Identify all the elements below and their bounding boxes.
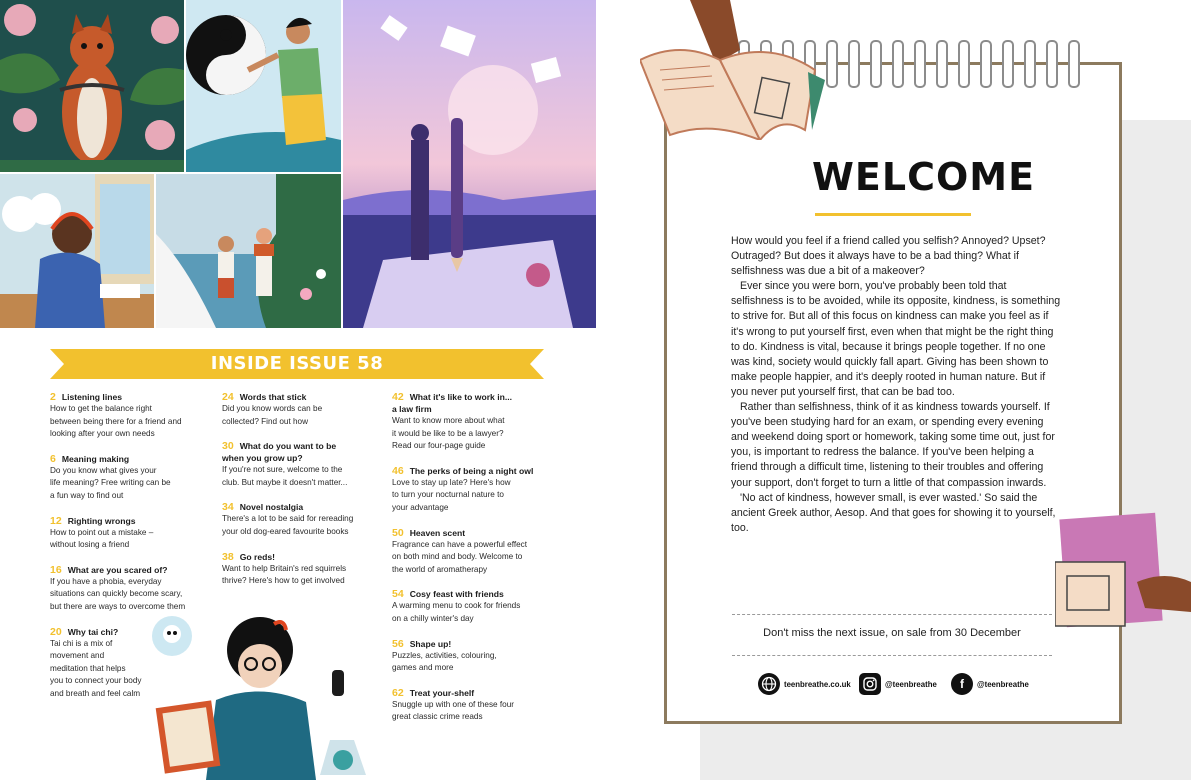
toc-title: Heaven scent: [409, 527, 466, 538]
toc-entry-heading: [50, 564, 210, 576]
toc-description: Want to help Britain's red squirrels thrive? Here's how to get involved: [222, 563, 347, 586]
toc-entry: [50, 515, 210, 552]
facebook-text: @teenbreathe: [977, 679, 1029, 689]
toc-page-number: 56: [392, 637, 404, 650]
toc-entry: [392, 465, 552, 515]
toc-entry: [392, 638, 552, 675]
toc-description: Love to stay up late? Here's how to turn your nocturnal nature to your advantage: [392, 477, 511, 512]
welcome-paragraph: 'No act of kindness, however small, is ever wasted.' So said the ancient Greek author, Aesop. And that goes for showing it to yourself, too.: [731, 491, 1056, 534]
toc-entry-heading: [222, 501, 382, 513]
toc-page-number: 38: [222, 550, 234, 563]
toc-title: Words that stick: [239, 392, 307, 402]
welcome-paragraph: Rather than selfishness, think of it as kindness towards yourself. If you've been studying hard for an exam, or spending every evening and weekend doing sport or homework, taking some time out, just for you, is important to redress the balance. If you've been helping a friend through a difficult time, listening to their troubles and offering your support, don't forget to turn a little of that compassion inwards.: [731, 401, 1055, 489]
toc-title: Listening lines: [61, 392, 123, 402]
toc-title: What do you want to be when you grow up?: [222, 441, 337, 464]
toc-column-3: [392, 391, 552, 736]
toc-entry: [392, 687, 552, 724]
toc-entry-heading: [392, 391, 552, 415]
toc-entry: [222, 440, 382, 489]
toc-page-number: 34: [222, 501, 234, 514]
instagram-icon: [859, 673, 881, 695]
toc-title: Go reds!: [239, 551, 276, 562]
toc-page-number: 16: [50, 563, 62, 576]
toc-entry: [222, 551, 382, 588]
welcome-underline: [815, 213, 971, 216]
toc-description: Fragrance can have a powerful effect on both mind and body. Welcome to the world of aromatherapy: [392, 539, 528, 574]
instagram-text: @teenbreathe: [885, 679, 937, 689]
website-text: teenbreathe.co.uk: [784, 679, 851, 689]
issue-banner: [50, 349, 544, 379]
issue-banner-title: INSIDE ISSUE 58: [210, 353, 384, 374]
illustration-girl-with-book: [150, 610, 380, 780]
next-issue-notice: Don't miss the next issue, on sale from 30 December: [763, 627, 1021, 639]
illustration-hand-open-book: [640, 0, 830, 140]
toc-description: If you have a phobia, everyday situations can quickly become scary, but there are ways to overcome them: [50, 576, 186, 611]
toc-title: What it's like to work in... a law firm: [392, 392, 513, 414]
toc-entry: [50, 391, 210, 441]
welcome-title: WELCOME: [812, 155, 1036, 199]
toc-description: A warming menu to cook for friends on a chilly winter's day: [392, 601, 521, 623]
globe-icon: [758, 673, 780, 695]
toc-page-number: 54: [392, 588, 404, 601]
toc-page-number: 20: [50, 625, 62, 638]
toc-page-number: 30: [222, 440, 234, 453]
toc-page-number: 50: [392, 526, 404, 539]
toc-entry: [222, 501, 382, 538]
toc-description: Puzzles, activities, colouring, games and more: [392, 650, 497, 673]
toc-entry: [50, 564, 210, 614]
toc-entry-heading: [222, 391, 382, 403]
toc-entry-heading: [392, 527, 552, 539]
toc-column-2: [222, 391, 382, 600]
welcome-body: [731, 234, 1061, 536]
toc-title: Meaning making: [61, 453, 130, 464]
website-link[interactable]: [758, 672, 851, 696]
toc-entry-heading: [50, 515, 210, 527]
illustration-girl-writing: [0, 174, 154, 328]
illustration-lake-pencil: [343, 0, 596, 328]
toc-entry: [392, 527, 552, 577]
toc-description: Do you know what gives your life meaning? Free writing can be a fun way to find out: [50, 465, 171, 500]
toc-page-number: 24: [222, 391, 234, 403]
toc-entry: [392, 588, 552, 625]
toc-page-number: 2: [50, 391, 56, 403]
toc-title: Treat your-shelf: [409, 687, 475, 698]
toc-title: Novel nostalgia: [239, 502, 304, 513]
toc-entry: [392, 391, 552, 453]
toc-page-number: 62: [392, 686, 404, 699]
toc-title: Shape up!: [409, 638, 452, 649]
toc-description: If you're not sure, welcome to the club. But maybe it doesn't matter...: [222, 465, 348, 487]
toc-entry-heading: [222, 551, 382, 563]
toc-entry-heading: [392, 638, 552, 650]
toc-description: Tai chi is a mix of movement and meditation that helps you to connect your body and breath and feel calm: [50, 638, 142, 698]
illustration-tai-chi: [186, 0, 341, 172]
toc-description: Snuggle up with one of these four great classic crime reads: [392, 699, 514, 722]
toc-entry: [222, 391, 382, 428]
toc-title: Why tai chi?: [67, 626, 119, 637]
facebook-icon: f: [951, 673, 973, 695]
toc-title: Cosy feast with friends: [409, 589, 504, 600]
toc-entry-heading: [392, 687, 552, 699]
illustration-hand-pink-book: [1055, 512, 1191, 632]
illustration-friends-cliff: [156, 174, 341, 328]
toc-entry-heading: [222, 440, 382, 464]
divider-bottom: [732, 655, 1052, 656]
illustration-squirrel: [0, 0, 184, 172]
toc-entry-heading: [392, 588, 552, 600]
toc-description: Want to know more about what it would be like to be a lawyer? Read our four-page guide: [392, 416, 505, 451]
divider-top: [732, 614, 1052, 615]
toc-page-number: 6: [50, 452, 56, 465]
facebook-link[interactable]: [951, 672, 1029, 696]
toc-title: Righting wrongs: [67, 515, 136, 526]
toc-description: Did you know words can be collected? Find out how: [222, 404, 323, 426]
welcome-paragraph: Ever since you were born, you've probably been told that selfishness is to be avoided, while its opposite, kindness, is something to strive for. But all of this focus on kindness can make you feel as if it's wrong to put yourself first, even when that might be the right thing to do. Kindness is vital, because it brings people together. If no one was kind, society would quickly fall apart. Giving has been shown to make people happier, and it's deeply rooted in human nature. But if you never put yourself first, that can be bad too.: [731, 280, 1061, 398]
toc-description: How to get the balance right between being there for a friend and looking after your own needs: [50, 404, 182, 439]
toc-entry-heading: [50, 453, 210, 465]
toc-description: There's a lot to be said for rereading your old dog-eared favourite books: [222, 514, 354, 536]
toc-description: How to point out a mistake – without losing a friend: [50, 527, 154, 550]
toc-page-number: 42: [392, 391, 404, 403]
welcome-paragraph: How would you feel if a friend called you selfish? Annoyed? Upset? Outraged? But does it always have to be a bad thing? What if selfishness was due a bit of a makeover?: [731, 235, 1046, 278]
toc-entry-heading: [50, 391, 210, 403]
toc-entry-heading: [392, 465, 552, 477]
toc-title: The perks of being a night owl: [409, 465, 534, 476]
toc-page-number: 46: [392, 464, 404, 477]
instagram-link[interactable]: [859, 672, 937, 696]
toc-page-number: 12: [50, 514, 62, 527]
toc-title: What are you scared of?: [67, 564, 168, 575]
toc-entry: [50, 453, 210, 503]
